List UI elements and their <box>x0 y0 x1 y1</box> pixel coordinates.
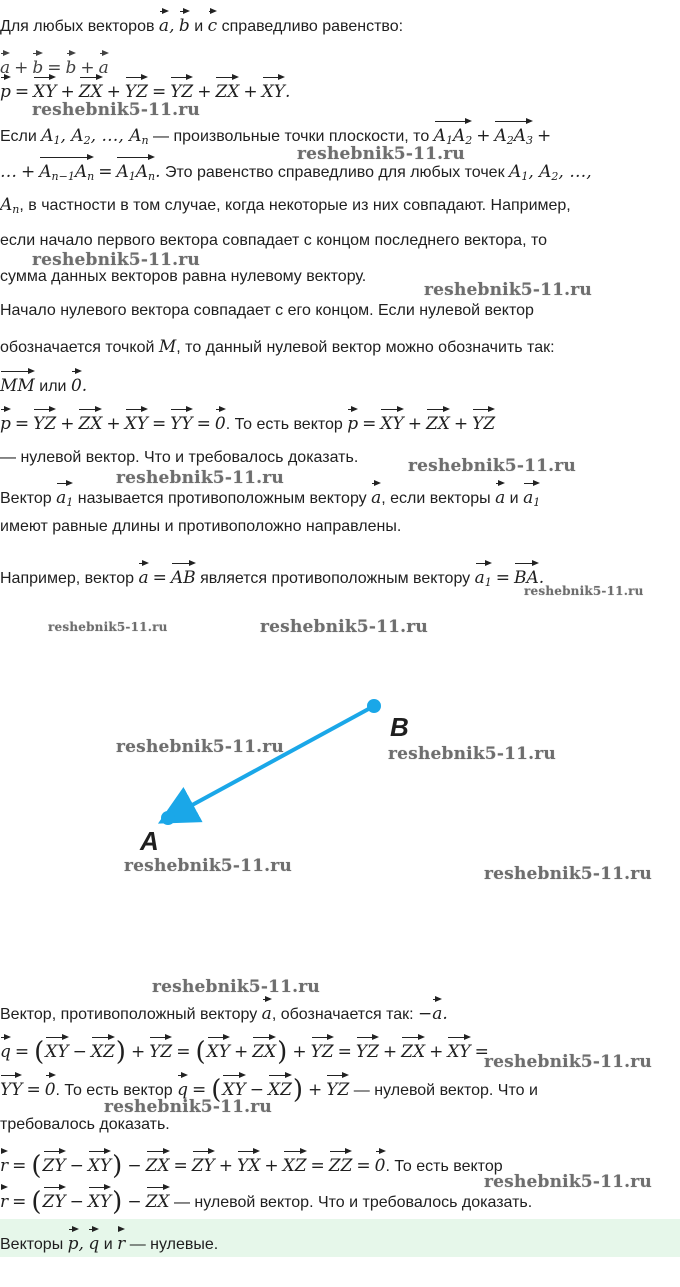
watermark: reshebnik5-11.ru <box>297 144 465 164</box>
watermark: reshebnik5-11.ru <box>408 456 576 476</box>
watermark: reshebnik5-11.ru <box>484 1052 652 1072</box>
answer-line: Векторы p, q и r — нулевые. <box>0 1226 218 1256</box>
text-line: Например, вектор a = AB является противоположным вектору $a_1$ = BA. <box>0 560 544 594</box>
point-b <box>367 699 381 713</box>
watermark: reshebnik5-11.ru <box>524 584 644 598</box>
text-line: r = (ZY − XY) − ZX = ZY + YX + XZ = ZZ = 0. То есть вектор <box>0 1148 503 1178</box>
watermark: reshebnik5-11.ru <box>32 100 200 120</box>
text-line: сумма данных векторов равна нулевому вектору. <box>0 268 367 285</box>
text-line: r = (ZY − XY) − ZX — нулевой вектор. Что и требовалось доказать. <box>0 1184 532 1214</box>
text-line: имеют равные длины и противоположно направлены. <box>0 518 402 535</box>
watermark: reshebnik5-11.ru <box>32 250 200 270</box>
text-line: — нулевой вектор. Что и требовалось доказать. <box>0 449 359 466</box>
text-line: p = YZ + ZX + XY = YY = 0. То есть вектор p = XY + ZX + YZ <box>0 406 495 436</box>
formula-line: a + b = b + a <box>0 50 109 79</box>
text-line: Вектор, противоположный вектору a, обозначается так: −a. <box>0 996 448 1026</box>
text-line: Для любых векторов a, b и c справедливо равенство: <box>0 8 403 38</box>
text-line: Начало нулевого вектора совпадает с его концом. Если нулевой вектор <box>0 302 534 319</box>
text-line: $A_n$, в частности в том случае, когда некоторые из них совпадают. Например, <box>0 195 571 216</box>
point-a <box>161 811 175 825</box>
text-line: … + $A_{n-1}A_n = A_1A_n$. Это равенство справедливо для любых точек $A_1$, $A_2$, …, <box>0 154 592 188</box>
vector-figure <box>0 680 680 880</box>
text-line: требовалось доказать. <box>0 1116 170 1133</box>
watermark: reshebnik5-11.ru <box>484 1172 652 1192</box>
watermark: reshebnik5-11.ru <box>484 864 652 884</box>
text-line: YY = 0. То есть вектор q = (XY − XZ) + YZ — нулевой вектор. Что и <box>0 1072 538 1102</box>
watermark: reshebnik5-11.ru <box>116 468 284 488</box>
watermark: reshebnik5-11.ru <box>116 737 284 757</box>
point-label-a: A <box>140 826 159 856</box>
watermark: reshebnik5-11.ru <box>260 617 428 637</box>
watermark: reshebnik5-11.ru <box>424 280 592 300</box>
text-line: MM или 0. <box>0 368 87 398</box>
point-label-b: B <box>390 712 409 742</box>
text-line: Если $A_1$, $A_2$, …, $A_n$ — произвольные точки плоскости, то $A_1A_2 + A_2A_3$ + <box>0 118 555 152</box>
text-line: Вектор $a_1$ называется противоположным вектору a, если векторы a и $a_1$ <box>0 480 540 514</box>
watermark: reshebnik5-11.ru <box>152 977 320 997</box>
watermark: reshebnik5-11.ru <box>388 744 556 764</box>
watermark: reshebnik5-11.ru <box>104 1097 272 1117</box>
watermark: reshebnik5-11.ru <box>48 620 168 634</box>
formula-line: q = (XY − XZ) + YZ = (XY + ZX) + YZ = YZ + ZX + XY = <box>0 1034 493 1063</box>
watermark: reshebnik5-11.ru <box>124 856 292 876</box>
text-line: если начало первого вектора совпадает с концом последнего вектора, то <box>0 232 548 249</box>
formula-line: p = XY + ZX + YZ = YZ + ZX + XY. <box>0 74 290 103</box>
text-line: обозначается точкой M, то данный нулевой вектор можно обозначить так: <box>0 337 555 357</box>
